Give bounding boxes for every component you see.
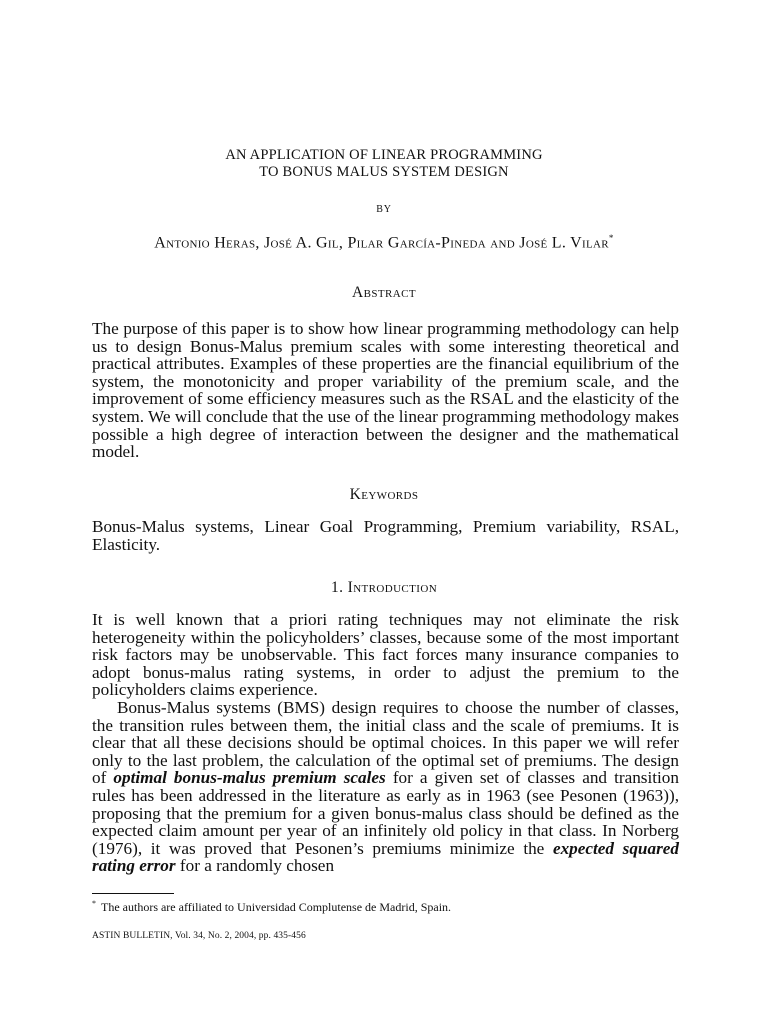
introduction-paragraph-1: It is well known that a priori rating techniques may not eliminate the risk heterogeneity within the policyholders’ classes, because some of the most important risk factors may be unobservable. This fact forces many insurance companies to adopt bonus-malus rating systems, in order to adjust the premium to the policyholders claims experience.	[92, 610, 679, 700]
paragraph-2-text-c: for a randomly chosen	[175, 856, 335, 876]
abstract-heading: Abstract	[352, 284, 416, 301]
title-line-2: TO BONUS MALUS SYSTEM DESIGN	[259, 164, 509, 180]
footnote	[92, 899, 451, 915]
keywords-heading: Keywords	[349, 486, 419, 503]
author-names: Antonio Heras, José A. Gil, Pilar García-Pineda and José L. Vilar	[154, 234, 609, 252]
introduction-paragraph-2	[92, 699, 679, 875]
paragraph-2-text-a: Bonus-Malus systems (BMS) design requires to choose the number of classes, the transition rules between them, the initial class and the scale of premiums. It is clear that all these decisions should be optimal choices. In this paper we will refer only to the last problem, the calculation of the optimal set of premiums. The design of	[92, 698, 679, 788]
emphasis-rating-error: expected squared rating error	[92, 838, 679, 876]
journal-citation: ASTIN BULLETIN, Vol. 34, No. 2, 2004, pp. 435-456	[92, 931, 306, 941]
footnote-text: The authors are affiliated to Universidad Complutense de Madrid, Spain.	[101, 900, 452, 914]
author-list	[0, 233, 768, 252]
paragraph-2-text-b: for a given set of classes and transition rules has been addressed in the literature as early as in 1963 (see Pesonen (1963)), proposing that the premium for a given bonus-malus class should be defined as the expected claim amount per year of an infinitely old policy in that class. In Norberg (1976), it was proved that Pesonen’s premiums minimize the	[92, 768, 679, 858]
footnote-divider	[92, 893, 174, 894]
abstract-text: The purpose of this paper is to show how linear programming methodology can help us to design Bonus-Malus premium scales with some interesting theoretical and practical attributes. Examples of these properties are the financial equilibrium of the system, the monotonicity and proper variability of the premium scale, and the improvement of some efficiency measures such as the RSAL and the elasticity of the system. We will conclude that the use of the linear programming methodology makes possible a high degree of interaction between the designer and the mathematical model.	[92, 319, 679, 462]
author-footnote-marker: *	[608, 233, 614, 243]
title-line-1: AN APPLICATION OF LINEAR PROGRAMMING	[225, 147, 543, 163]
emphasis-optimal-scales: optimal bonus-malus premium scales	[113, 768, 386, 788]
footnote-marker: *	[92, 899, 96, 908]
paper-title	[0, 147, 768, 181]
byline: BY	[376, 204, 392, 215]
keywords-text: Bonus-Malus systems, Linear Goal Programming, Premium variability, RSAL, Elasticity.	[92, 517, 679, 554]
introduction-heading: 1. Introduction	[330, 579, 438, 596]
